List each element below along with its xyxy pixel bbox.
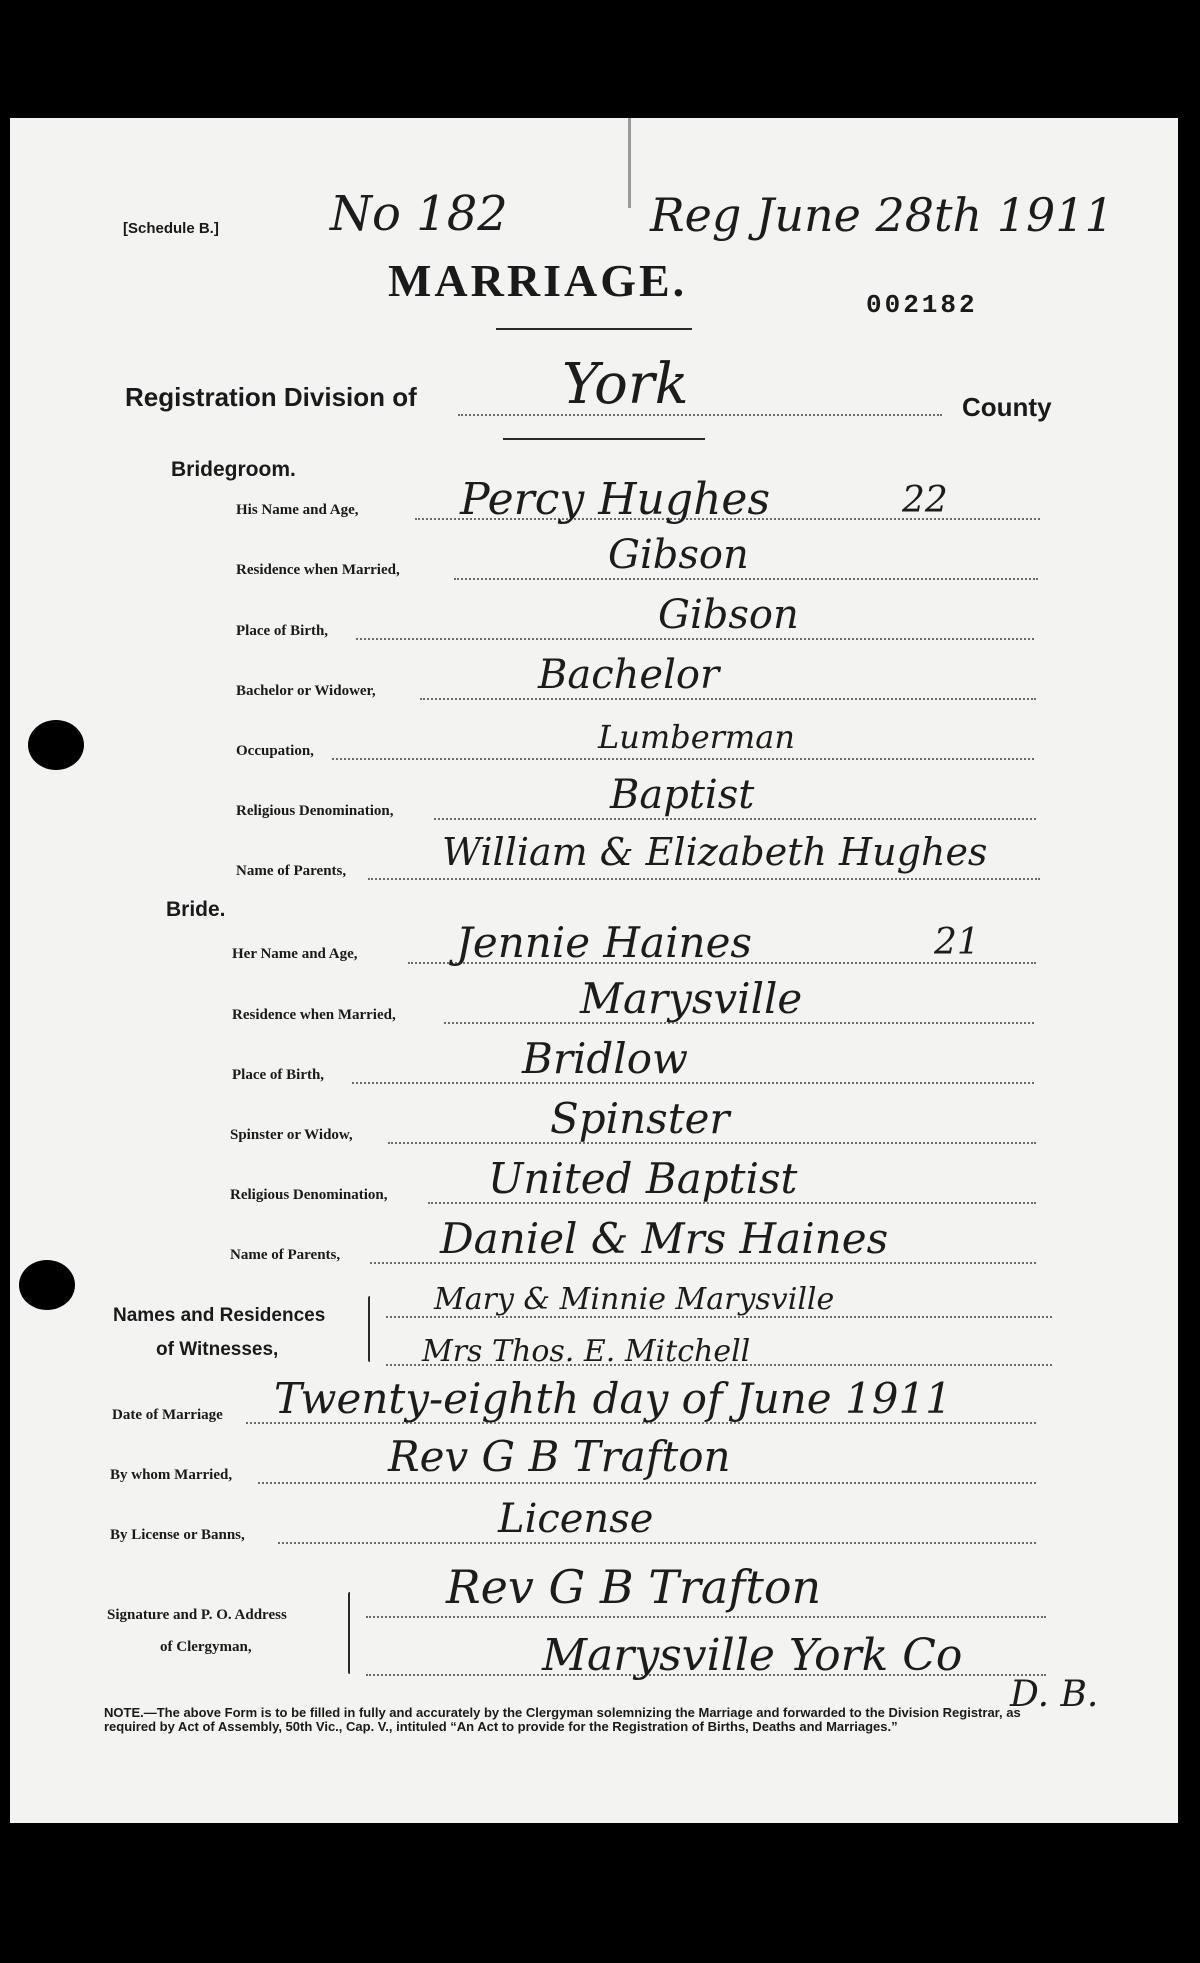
binder-hole-lower	[19, 1260, 75, 1310]
witnesses-label-line1: Names and Residences	[113, 1305, 326, 1326]
clergyman-address-value: Marysville York Co	[542, 1630, 963, 1681]
bridegroom-occupation-line	[332, 758, 1034, 760]
bride-age-value: 21	[934, 922, 980, 963]
bridegroom-status-line	[420, 698, 1036, 700]
officiant-label: By whom Married,	[110, 1467, 233, 1483]
paper-tear	[628, 118, 631, 208]
bride-birthplace-line	[352, 1082, 1034, 1084]
bride-status-label: Spinster or Widow,	[230, 1127, 353, 1143]
clergyman-signature-line	[366, 1616, 1046, 1618]
bridegroom-residence-value: Gibson	[608, 532, 749, 578]
bride-parents-label: Name of Parents,	[230, 1247, 341, 1263]
marriage-date-label: Date of Marriage	[112, 1407, 223, 1423]
binder-hole-upper	[28, 720, 84, 770]
clergyman-signature-value: Rev G B Trafton	[446, 1560, 822, 1614]
officiant-value: Rev G B Trafton	[388, 1432, 731, 1481]
witness1-value: Mary & Minnie Marysville	[434, 1282, 835, 1317]
witnesses-brace	[368, 1296, 370, 1362]
marriage-date-value: Twenty-eighth day of June 1911	[274, 1374, 952, 1423]
clergyman-brace	[348, 1592, 350, 1674]
bridegroom-occupation-value: Lumberman	[598, 718, 795, 756]
bride-parents-value: Daniel & Mrs Haines	[440, 1214, 889, 1263]
schedule-label: [Schedule B.]	[123, 220, 219, 237]
bridegroom-status-label: Bachelor or Widower,	[236, 683, 376, 699]
license-label: By License or Banns,	[110, 1527, 245, 1543]
bride-residence-value: Marysville	[580, 974, 803, 1023]
bridegroom-heading: Bridegroom.	[171, 458, 296, 481]
witnesses-label-line2: of Witnesses,	[156, 1339, 279, 1360]
bridegroom-religion-label: Religious Denomination,	[236, 803, 394, 819]
bridegroom-birthplace-line	[356, 638, 1034, 640]
marriage-registration-form	[10, 118, 1178, 1823]
handwritten-registered-date: Reg June 28th 1911	[650, 188, 1114, 242]
license-line	[278, 1542, 1036, 1544]
bridegroom-birthplace-value: Gibson	[658, 592, 799, 638]
bridegroom-religion-line	[434, 818, 1036, 820]
license-value: License	[498, 1496, 654, 1542]
bridegroom-occupation-label: Occupation,	[236, 743, 314, 759]
title-underline	[496, 328, 692, 330]
bride-birthplace-value: Bridlow	[522, 1034, 688, 1083]
division-underline	[503, 438, 705, 440]
bride-religion-label: Religious Denomination,	[230, 1187, 388, 1203]
witness2-value: Mrs Thos. E. Mitchell	[422, 1334, 751, 1369]
bridegroom-parents-line	[368, 878, 1040, 880]
clergyman-label-line1: Signature and P. O. Address	[107, 1607, 287, 1623]
registration-division-line	[458, 414, 942, 416]
bridegroom-religion-value: Baptist	[610, 772, 755, 818]
registrar-initials: D. B.	[1010, 1674, 1099, 1715]
bride-name-label: Her Name and Age,	[232, 946, 358, 962]
bridegroom-residence-line	[454, 578, 1038, 580]
handwritten-number: No 182	[330, 186, 508, 242]
bridegroom-residence-label: Residence when Married,	[236, 562, 400, 578]
bridegroom-name-label: His Name and Age,	[236, 502, 359, 518]
bride-heading: Bride.	[166, 898, 226, 921]
bridegroom-birthplace-label: Place of Birth,	[236, 623, 329, 639]
bridegroom-status-value: Bachelor	[538, 652, 720, 698]
form-note: NOTE.—The above Form is to be filled in fully and accurately by the Clergyman solemnizing the Marriage and forwarded to the Division Registrar, as required by Act of Assembly, 50th Vic., Cap. V., intituled “An Act to provide for the Registration of Births, Deaths and Marriages.”	[104, 1705, 1021, 1734]
bride-status-value: Spinster	[550, 1094, 730, 1143]
county-label: County	[962, 392, 1052, 422]
serial-number: 002182	[866, 290, 978, 320]
bridegroom-name-value: Percy Hughes	[460, 474, 771, 525]
bride-name-value: Jennie Haines	[456, 918, 752, 967]
registration-division-value: York	[562, 352, 689, 417]
bridegroom-age-value: 22	[902, 480, 948, 521]
form-title: MARRIAGE.	[388, 255, 688, 306]
bridegroom-parents-label: Name of Parents,	[236, 863, 347, 879]
bride-religion-value: United Baptist	[488, 1154, 798, 1203]
registration-division-label: Registration Division of	[125, 382, 417, 412]
bride-birthplace-label: Place of Birth,	[232, 1067, 325, 1083]
bride-residence-label: Residence when Married,	[232, 1007, 396, 1023]
bridegroom-parents-value: William & Elizabeth Hughes	[442, 830, 988, 874]
officiant-line	[258, 1482, 1036, 1484]
clergyman-label-line2: of Clergyman,	[160, 1639, 252, 1655]
